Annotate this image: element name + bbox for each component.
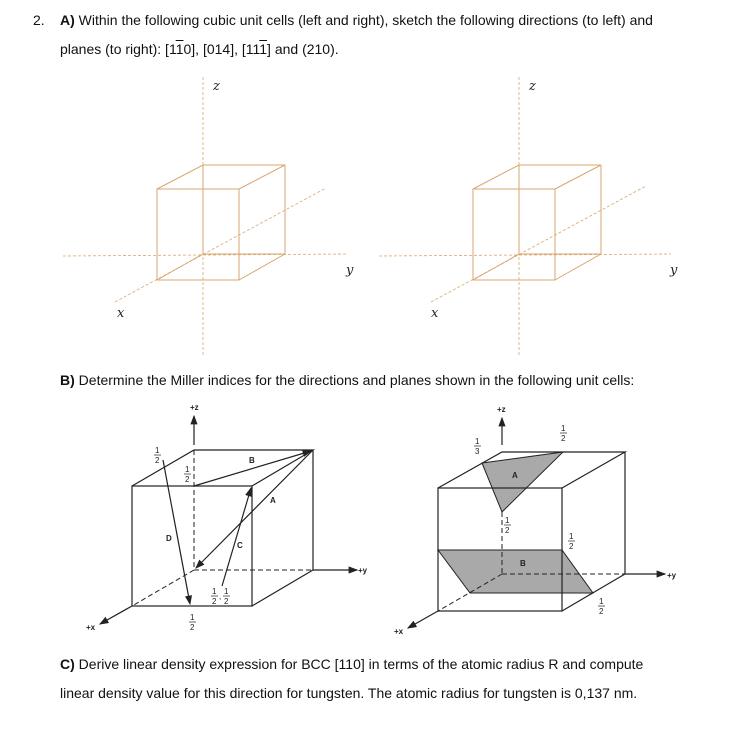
part-c-label: C) — [60, 656, 75, 672]
svg-text:1: 1 — [212, 587, 217, 596]
vector-label-c: C — [237, 541, 243, 550]
svg-text:2: 2 — [561, 434, 566, 443]
part-a-text-2b: 0], [014], [11 — [183, 41, 260, 57]
axis-label-x: +x — [86, 623, 96, 632]
axis-label-z: +z — [190, 403, 199, 412]
axis-label-x: +x — [394, 627, 404, 636]
svg-text:1: 1 — [599, 597, 604, 606]
axis-label-x: x — [431, 306, 439, 321]
part-a-text-2c: ] and (210). — [267, 41, 339, 57]
svg-text:1: 1 — [190, 613, 195, 622]
svg-text:2: 2 — [599, 607, 604, 616]
axis-label-y: y — [346, 263, 354, 278]
svg-text:3: 3 — [475, 447, 480, 456]
plane-a — [482, 452, 563, 512]
sketch-cell-right — [379, 77, 671, 357]
svg-text:1: 1 — [569, 532, 574, 541]
svg-text:2: 2 — [569, 542, 574, 551]
svg-text:1: 1 — [155, 446, 160, 455]
svg-text:2: 2 — [224, 597, 229, 606]
part-a-text-2a: planes (to right): [1 — [60, 41, 176, 57]
part-a-label: A) — [60, 12, 75, 28]
overbar-digit: 1 — [175, 41, 184, 57]
svg-text:2: 2 — [185, 475, 190, 484]
axis-label-x: x — [117, 306, 125, 321]
svg-text:2: 2 — [505, 526, 510, 535]
svg-text:,: , — [219, 592, 222, 601]
plane-cell — [408, 418, 665, 628]
svg-text:2: 2 — [155, 456, 160, 465]
sketch-cell-left — [63, 77, 348, 357]
part-b-label: B) — [60, 372, 75, 388]
svg-text:1: 1 — [505, 516, 510, 525]
sketch-axes — [63, 77, 348, 357]
svg-text:2: 2 — [212, 597, 217, 606]
svg-text:1: 1 — [561, 424, 566, 433]
axis-label-z: +z — [497, 405, 506, 414]
plane-b — [438, 550, 593, 593]
svg-text:1: 1 — [475, 437, 480, 446]
part-c-text-1: Derive linear density expression for BCC [110] in terms of the atomic radius R and compute — [74, 656, 644, 672]
plane-label-a: A — [512, 471, 518, 480]
svg-text:2: 2 — [190, 623, 195, 632]
svg-text:1: 1 — [185, 465, 190, 474]
axis-label-y: +y — [667, 571, 677, 580]
vector-label-b: B — [249, 456, 255, 465]
sketch-axes — [379, 77, 671, 357]
direction-cell — [100, 416, 357, 624]
overbar-digit: 1 — [259, 41, 268, 57]
part-c-line-2: linear density value for this direction for tungsten. The atomic radius for tungsten is 0,137 nm. — [60, 685, 638, 701]
vector-label-d: D — [166, 534, 172, 543]
vector-label-a: A — [270, 496, 276, 505]
part-b-text: Determine the Miller indices for the directions and planes shown in the following unit cells: — [74, 372, 635, 388]
axis-label-y: y — [670, 263, 678, 278]
part-a-text-1: Within the following cubic unit cells (left and right), sketch the following directions (to left) and — [74, 12, 653, 28]
axis-label-z: z — [213, 79, 220, 94]
svg-text:1: 1 — [224, 587, 229, 596]
question-number: 2. — [33, 12, 45, 28]
axis-label-y: +y — [358, 566, 368, 575]
axis-label-z: z — [529, 79, 536, 94]
plane-label-b: B — [520, 559, 526, 568]
